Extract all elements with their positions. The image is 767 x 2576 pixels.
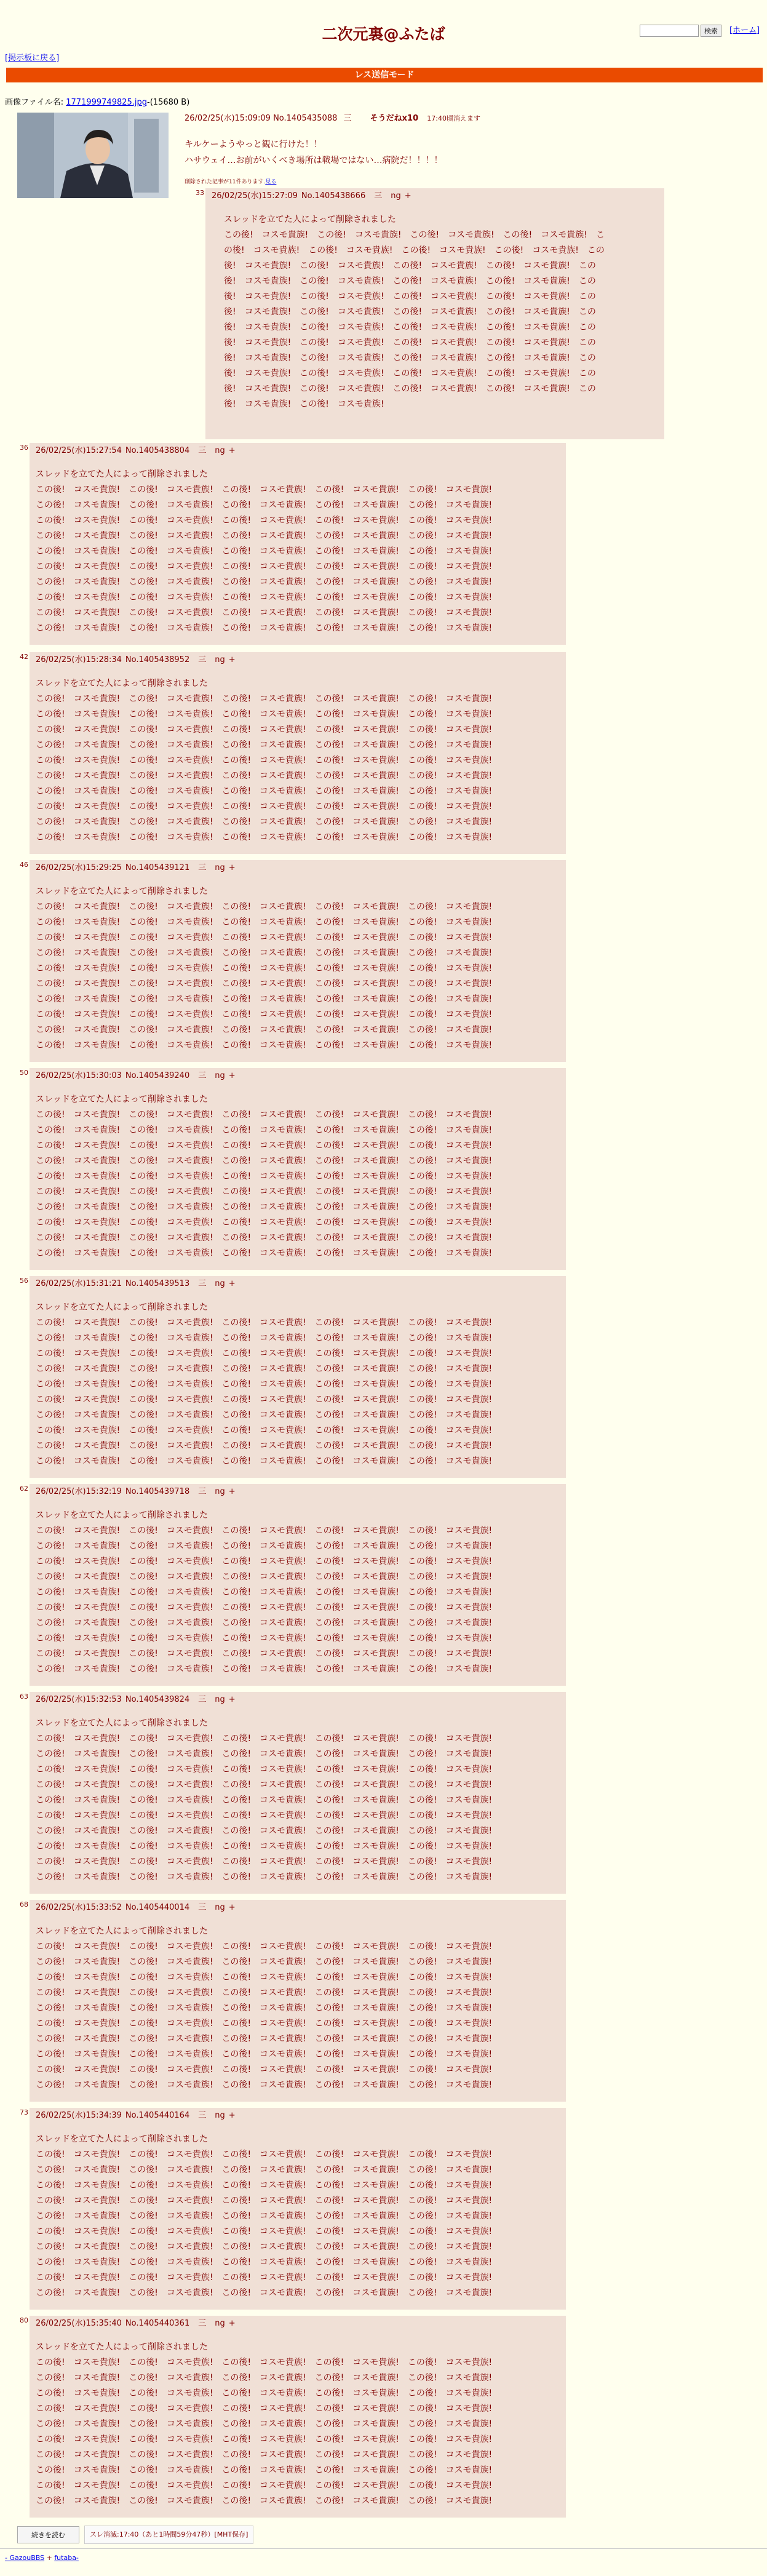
spam-line: この後! コスモ貴族! この後! コスモ貴族! この後! コスモ貴族! この後! コスモ貴族! この後! コスモ貴族!: [36, 2164, 493, 2175]
reply-datetime: 26/02/25(水)15:27:54: [36, 446, 122, 455]
spam-line: この後! コスモ貴族! この後! コスモ貴族! この後! コスモ貴族! この後! コスモ貴族! この後! コスモ貴族!: [36, 1571, 493, 1582]
reply-text: [36, 1924, 560, 2093]
spam-line: この後! コスモ貴族! この後! コスモ貴族! この後! コスモ貴族! この後! コスモ貴族! この後! コスモ貴族!: [36, 2064, 493, 2075]
spam-line: この後! コスモ貴族! この後! コスモ貴族! この後! コスモ貴族! この後! コスモ貴族! この後! コスモ貴族!: [36, 2287, 493, 2298]
spam-line: この後! コスモ貴族! この後! コスモ貴族! この後! コスモ貴族! この後! コスモ貴族! この後! コスモ貴族!: [36, 2480, 493, 2490]
spam-line: この後! コスモ貴族! この後! コスモ貴族! この後! コスモ貴族! この後! コスモ貴族! この後! コスモ貴族!: [36, 1664, 493, 1674]
spam-line: この後! コスモ貴族! この後! コスモ貴族! この後! コスモ貴族! この後! コスモ貴族! この後! コスモ貴族!: [36, 2372, 493, 2383]
spam-line: 後! コスモ貴族! この後! コスモ貴族! この後! コスモ貴族! この後! コスモ貴族! この: [224, 353, 596, 363]
reply-box: [30, 1900, 566, 2102]
reply-text: [36, 1092, 560, 1261]
spam-line: この後! コスモ貴族! この後! コスモ貴族! この後! コスモ貴族! この後! コスモ貴族! この後! コスモ貴族!: [36, 1317, 493, 1328]
reply-header: [36, 1278, 560, 1290]
spam-line: この後! コスモ貴族! この後! コスモ貴族! この後! コスモ貴族! この後! コスモ貴族! この後! コスモ貴族!: [36, 1109, 493, 1120]
reply-text: [36, 1508, 560, 1677]
spam-line: この後! コスモ貴族! この後! コスモ貴族! この後! コスモ貴族! この後! コスモ貴族! この後! コスモ貴族!: [36, 546, 493, 556]
reply-text: [36, 1716, 560, 1885]
spam-line: この後! コスモ貴族! この後! コスモ貴族! この後! コスモ貴族! この後! コスモ貴族! この後! コスモ貴族!: [36, 786, 493, 796]
spam-line: この後! コスモ貴族! この後! コスモ貴族! この後! コスモ貴族! この後! コスモ貴族! この後! コスモ貴族!: [36, 1941, 493, 1952]
spam-line: この後! コスモ貴族! この後! コスモ貴族! この後! コスモ貴族! この後! コスモ貴族! この後! コスモ貴族!: [36, 2033, 493, 2044]
spam-line: この後! コスモ貴族! この後! コスモ貴族! この後! コスモ貴族! この後! コスモ貴族! この後! コスモ貴族!: [36, 2211, 493, 2221]
reply-box: [30, 1068, 566, 1270]
spam-line: この後! コスモ貴族! この後! コスモ貴族! この後! コスモ貴族! この後! コスモ貴族! この後! コスモ貴族!: [36, 2465, 493, 2475]
spam-line: この後! コスモ貴族! この後! コスモ貴族! この後! コスモ貴族! この後! コスモ貴族! この後! コスモ貴族!: [36, 1872, 493, 1882]
reply-index: 63: [20, 1693, 28, 1701]
deleted-count-text: 削除された記事が11件あります.: [185, 179, 266, 185]
reply-box: [30, 1276, 566, 1478]
futaba-link[interactable]: futaba-: [54, 2554, 79, 2562]
reply-text: [36, 676, 560, 845]
reply-index: 33: [196, 189, 204, 197]
file-size: -(15680 B): [147, 98, 190, 107]
spam-line: この後! コスモ貴族! この後! コスモ貴族! この後! コスモ貴族! この後! コスモ貴族! この後! コスモ貴族!: [36, 623, 493, 633]
ng-button[interactable]: ng: [215, 1695, 225, 1704]
plus-button[interactable]: +: [228, 1071, 236, 1080]
op-soudane[interactable]: そうだねx10: [370, 114, 419, 123]
spam-line: この後! コスモ貴族! この後! コスモ貴族! この後! コスモ貴族! この後! コスモ貴族! この後! コスモ貴族!: [36, 1155, 493, 1166]
spam-line: の後! コスモ貴族! この後! コスモ貴族! この後! コスモ貴族! この後! コスモ貴族! この: [224, 245, 605, 255]
spam-line: この後! コスモ貴族! この後! コスモ貴族! この後! コスモ貴族! この後! コスモ貴族! この後! コスモ貴族!: [36, 1617, 493, 1628]
spam-line: この後! コスモ貴族! この後! コスモ貴族! この後! コスモ貴族! この後! コスモ貴族! この後! コスモ貴族!: [36, 1202, 493, 1212]
reply-text: [224, 212, 658, 412]
spam-line: この後! コスモ貴族! この後! コスモ貴族! この後! コスモ貴族! この後! コスモ貴族! こ: [224, 229, 605, 240]
spam-line: この後! コスモ貴族! この後! コスモ貴族! この後! コスモ貴族! この後! コスモ貴族! この後! コスモ貴族!: [36, 693, 493, 704]
reply-text: [36, 2340, 560, 2509]
spam-line: この後! コスモ貴族! この後! コスモ貴族! この後! コスモ貴族! この後! コスモ貴族! この後! コスモ貴族!: [36, 1040, 493, 1050]
spam-line: この後! コスモ貴族! この後! コスモ貴族! この後! コスモ貴族! この後! コスモ貴族! この後! コスモ貴族!: [36, 770, 493, 781]
gazoubbs-link[interactable]: - GazouBBS: [5, 2554, 45, 2562]
spam-line: この後! コスモ貴族! この後! コスモ貴族! この後! コスモ貴族! この後! コスモ貴族! この後! コスモ貴族!: [36, 1248, 493, 1258]
reply-header: [36, 2110, 560, 2122]
reply-index: 42: [20, 653, 28, 661]
reply-header: [212, 191, 658, 202]
spam-line: この後! コスモ貴族! この後! コスモ貴族! この後! コスモ貴族! この後! コスモ貴族! この後! コスモ貴族!: [36, 1602, 493, 1613]
reply-number[interactable]: No.1405439718: [125, 1487, 190, 1496]
spam-line: この後! コスモ貴族! この後! コスモ貴族! この後! コスモ貴族! この後! コスモ貴族! この後! コスモ貴族!: [36, 576, 493, 587]
spam-line: この後! コスモ貴族! この後! コスモ貴族! この後! コスモ貴族! この後! コスモ貴族! この後! コスモ貴族!: [36, 1410, 493, 1420]
search-button[interactable]: 検索: [701, 25, 721, 37]
spam-line: この後! コスモ貴族! この後! コスモ貴族! この後! コスモ貴族! この後! コスモ貴族! この後! コスモ貴族!: [36, 1425, 493, 1435]
spam-line: この後! コスモ貴族! この後! コスモ貴族! この後! コスモ貴族! この後! コスモ貴族! この後! コスモ貴族!: [36, 2272, 493, 2283]
reply-del-button[interactable]: 三: [198, 1279, 207, 1288]
reply-number[interactable]: No.1405438804: [125, 446, 190, 455]
spam-line: この後! コスモ貴族! この後! コスモ貴族! この後! コスモ貴族! この後! コスモ貴族! この後! コスモ貴族!: [36, 1348, 493, 1358]
reply-text: [36, 1300, 560, 1469]
spam-line: この後! コスモ貴族! この後! コスモ貴族! この後! コスモ貴族! この後! コスモ貴族! この後! コスモ貴族!: [36, 2195, 493, 2206]
reply-header: [36, 1694, 560, 1706]
spam-line: 後! コスモ貴族! この後! コスモ貴族! この後! コスモ貴族! この後! コスモ貴族! この: [224, 276, 596, 286]
reply-datetime: 26/02/25(水)15:30:03: [36, 1071, 122, 1080]
reply-index: 80: [20, 2316, 28, 2324]
reply-box: [30, 2316, 566, 2518]
spam-line: この後! コスモ貴族! この後! コスモ貴族! この後! コスモ貴族! この後! コスモ貴族! この後! コスモ貴族!: [36, 1556, 493, 1566]
spam-line: この後! コスモ貴族! この後! コスモ貴族! この後! コスモ貴族! この後! コスモ貴族! この後! コスモ貴族!: [36, 1363, 493, 1374]
spam-line: 後! コスモ貴族! この後! コスモ貴族! この後! コスモ貴族! この後! コスモ貴族! この: [224, 383, 596, 394]
reply-text: [36, 884, 560, 1053]
reply-box: [205, 188, 664, 439]
op-header: [185, 113, 480, 125]
plus-button[interactable]: +: [228, 863, 236, 872]
deleted-notice: スレッドを立てた人によって削除されました: [36, 678, 208, 688]
ng-button[interactable]: ng: [215, 2111, 225, 2120]
ng-button[interactable]: ng: [215, 1279, 225, 1288]
deleted-notice: スレッドを立てた人によって削除されました: [36, 1302, 208, 1312]
reply-number[interactable]: No.1405439824: [125, 1695, 190, 1704]
reply-number[interactable]: No.1405440361: [125, 2319, 190, 2328]
spam-line: この後! コスモ貴族! この後! コスモ貴族! この後! コスモ貴族! この後! コスモ貴族! この後! コスモ貴族!: [36, 1841, 493, 1851]
file-label: 画像ファイル名:: [5, 98, 64, 107]
thread-status: スレ消滅:17:40（あと1時間59分47秒）[MHT保存]: [84, 2526, 253, 2544]
spam-line: この後! コスモ貴族! この後! コスモ貴族! この後! コスモ貴族! この後! コスモ貴族! この後! コスモ貴族!: [36, 1186, 493, 1197]
ng-button[interactable]: ng: [215, 1071, 225, 1080]
spam-line: この後! コスモ貴族! この後! コスモ貴族! この後! コスモ貴族! この後! コスモ貴族! この後! コスモ貴族!: [36, 1333, 493, 1343]
reply-header: [36, 445, 560, 457]
spam-line: この後! コスモ貴族! この後! コスモ貴族! この後! コスモ貴族! この後! コスモ貴族! この後! コスモ貴族!: [36, 816, 493, 827]
reply-del-button[interactable]: 三: [198, 1071, 207, 1080]
reply-index: 36: [20, 444, 28, 452]
reply-number[interactable]: No.1405439121: [125, 863, 190, 872]
spam-line: この後! コスモ貴族! この後! コスモ貴族! この後! コスモ貴族! この後! コスモ貴族! この後! コスモ貴族!: [36, 740, 493, 750]
op-number[interactable]: No.1405435088: [273, 114, 338, 123]
spam-line: この後! コスモ貴族! この後! コスモ貴族! この後! コスモ貴族! この後! コスモ貴族! この後! コスモ貴族!: [36, 832, 493, 842]
ng-button[interactable]: ng: [215, 655, 225, 664]
spam-line: この後! コスモ貴族! この後! コスモ貴族! この後! コスモ貴族! この後! コスモ貴族! この後! コスモ貴族!: [36, 484, 493, 495]
reply-del-button[interactable]: 三: [198, 1903, 207, 1912]
spam-line: この後! コスモ貴族! この後! コスモ貴族! この後! コスモ貴族! この後! コスモ貴族! この後! コスモ貴族!: [36, 1379, 493, 1389]
reply-del-button[interactable]: 三: [198, 863, 207, 872]
spam-line: この後! コスモ貴族! この後! コスモ貴族! この後! コスモ貴族! この後! コスモ貴族! この後! コスモ貴族!: [36, 1795, 493, 1805]
thread-image[interactable]: [17, 113, 169, 198]
back-to-board-link[interactable]: [掲示板に戻る]: [5, 54, 60, 63]
op-expire: 17:40頃消えます: [427, 114, 480, 122]
op-body: [185, 137, 442, 169]
spam-line: この後! コスモ貴族! この後! コスモ貴族! この後! コスモ貴族! この後! コスモ貴族! この後! コスモ貴族!: [36, 592, 493, 602]
spam-line: この後! コスモ貴族! この後! コスモ貴族! この後! コスモ貴族! この後! コスモ貴族! この後! コスモ貴族!: [36, 2241, 493, 2252]
spam-line: この後! コスモ貴族! この後! コスモ貴族! この後! コスモ貴族! この後! コスモ貴族! この後! コスモ貴族!: [36, 1440, 493, 1451]
deleted-notice: スレッドを立てた人によって削除されました: [36, 1094, 208, 1104]
reply-datetime: 26/02/25(水)15:32:53: [36, 1695, 122, 1704]
footer-bar: [17, 2526, 253, 2544]
spam-line: この後! コスモ貴族! この後! コスモ貴族! この後! コスモ貴族! この後! コスモ貴族! この後! コスモ貴族!: [36, 1956, 493, 1967]
reply-datetime: 26/02/25(水)15:35:40: [36, 2319, 122, 2328]
spam-line: この後! コスモ貴族! この後! コスモ貴族! この後! コスモ貴族! この後! コスモ貴族! この後! コスモ貴族!: [36, 963, 493, 973]
spam-line: 後! コスモ貴族! この後! コスモ貴族! この後! コスモ貴族! この後! コスモ貴族! この: [224, 260, 596, 271]
deleted-notice: スレッドを立てた人によって削除されました: [36, 1926, 208, 1936]
plus-button[interactable]: +: [228, 2111, 236, 2120]
ng-button[interactable]: ng: [391, 191, 401, 201]
spam-line: この後! コスモ貴族! この後! コスモ貴族! この後! コスモ貴族! この後! コスモ貴族! この後! コスモ貴族!: [36, 2357, 493, 2367]
file-link[interactable]: 1771999749825.jpg: [66, 98, 148, 107]
bottom-links: [5, 2553, 79, 2563]
spam-line: この後! コスモ貴族! この後! コスモ貴族! この後! コスモ貴族! この後! コスモ貴族! この後! コスモ貴族!: [36, 901, 493, 912]
spam-line: この後! コスモ貴族! この後! コスモ貴族! この後! コスモ貴族! この後! コスモ貴族! この後! コスモ貴族!: [36, 1394, 493, 1405]
reply-header: [36, 1071, 560, 1082]
deleted-notice: スレッドを立てた人によって削除されました: [36, 886, 208, 896]
spam-line: この後! コスモ貴族! この後! コスモ貴族! この後! コスモ貴族! この後! コスモ貴族! この後! コスモ貴族!: [36, 1810, 493, 1820]
reply-del-button[interactable]: 三: [198, 1487, 207, 1496]
reply-number[interactable]: No.1405439513: [125, 1279, 190, 1288]
reply-index: 68: [20, 1900, 28, 1908]
load-more-button[interactable]: 続きを読む: [17, 2526, 79, 2543]
op-del-button[interactable]: 三: [343, 114, 352, 123]
spam-line: 後! コスモ貴族! この後! コスモ貴族! この後! コスモ貴族! この後! コスモ貴族! この: [224, 337, 596, 348]
deleted-notice: スレッドを立てた人によって削除されました: [224, 214, 396, 225]
reply-index: 73: [20, 2108, 28, 2116]
spam-line: この後! コスモ貴族! この後! コスモ貴族! この後! コスモ貴族! この後! コスモ貴族! この後! コスモ貴族!: [36, 1525, 493, 1536]
spam-line: この後! コスモ貴族! この後! コスモ貴族! この後! コスモ貴族! この後! コスモ貴族! この後! コスモ貴族!: [36, 1587, 493, 1597]
ng-button[interactable]: ng: [215, 1903, 225, 1912]
op-line: キルケーようやっと観に行けた！！: [185, 140, 322, 150]
spam-line: この後! コスモ貴族! この後! コスモ貴族! この後! コスモ貴族! この後! コスモ貴族! この後! コスモ貴族!: [36, 1972, 493, 1982]
plus-button[interactable]: +: [404, 191, 411, 201]
op-line: ハサウェイ…お前がいくべき場所は戦場ではない…病院だ！！！！: [185, 156, 443, 165]
deleted-notice: スレッドを立てた人によって削除されました: [36, 2342, 208, 2352]
reply-text: [36, 2132, 560, 2301]
link-separator: +: [44, 2554, 55, 2562]
spam-line: この後! コスモ貴族! この後! コスモ貴族! この後! コスモ貴族! この後! コスモ貴族! この後! コスモ貴族!: [36, 2403, 493, 2414]
reply-header: [36, 863, 560, 874]
reply-number[interactable]: No.1405438666: [301, 191, 366, 201]
plus-button[interactable]: +: [228, 2319, 236, 2328]
reply-datetime: 26/02/25(水)15:34:39: [36, 2111, 122, 2120]
spam-line: この後! コスモ貴族! この後! コスモ貴族! この後! コスモ貴族! この後! コスモ貴族! この後! コスモ貴族!: [36, 1749, 493, 1759]
spam-line: この後! コスモ貴族! この後! コスモ貴族! この後! コスモ貴族! この後! コスモ貴族! この後! コスモ貴族!: [36, 1733, 493, 1744]
reply-box: [30, 1484, 566, 1686]
op-datetime: 26/02/25(水)15:09:09: [185, 114, 271, 123]
spam-line: この後! コスモ貴族! この後! コスモ貴族! この後! コスモ貴族! この後! コスモ貴族! この後! コスモ貴族!: [36, 607, 493, 618]
spam-line: この後! コスモ貴族! この後! コスモ貴族! この後! コスモ貴族! この後! コスモ貴族! この後! コスモ貴族!: [36, 1764, 493, 1774]
spam-line: この後! コスモ貴族! この後! コスモ貴族! この後! コスモ貴族! この後! コスモ貴族! この後! コスモ貴族!: [36, 947, 493, 958]
reply-datetime: 26/02/25(水)15:27:09: [212, 191, 298, 201]
reply-header: [36, 1486, 560, 1498]
spam-line: この後! コスモ貴族! この後! コスモ貴族! この後! コスモ貴族! この後! コスモ貴族! この後! コスモ貴族!: [36, 2080, 493, 2090]
reply-box: [30, 1692, 566, 1894]
spam-line: この後! コスモ貴族! この後! コスモ貴族! この後! コスモ貴族! この後! コスモ貴族! この後! コスモ貴族!: [36, 994, 493, 1004]
spam-line: この後! コスモ貴族! この後! コスモ貴族! この後! コスモ貴族! この後! コスモ貴族! この後! コスモ貴族!: [36, 2003, 493, 2013]
spam-line: この後! コスモ貴族! この後! コスモ貴族! この後! コスモ貴族! この後! コスモ貴族! この後! コスモ貴族!: [36, 709, 493, 719]
spam-line: この後! コスモ貴族! この後! コスモ貴族! この後! コスモ貴族! この後! コスモ貴族! この後! コスモ貴族!: [36, 1140, 493, 1150]
spam-line: この後! コスモ貴族! この後! コスモ貴族! この後! コスモ貴族! この後! コスモ貴族! この後! コスモ貴族!: [36, 2388, 493, 2398]
reply-number[interactable]: No.1405439240: [125, 1071, 190, 1080]
plus-button[interactable]: +: [228, 655, 236, 664]
reply-del-button[interactable]: 三: [198, 2319, 207, 2328]
deleted-notice: スレッドを立てた人によって削除されました: [36, 469, 208, 479]
reply-box: [30, 860, 566, 1062]
reply-del-button[interactable]: 三: [198, 2111, 207, 2120]
spam-line: この後! コスモ貴族! この後! コスモ貴族! この後! コスモ貴族! この後! コスモ貴族! この後! コスモ貴族!: [36, 1217, 493, 1227]
plus-button[interactable]: +: [228, 446, 236, 455]
reply-box: [30, 2108, 566, 2310]
spam-line: この後! コスモ貴族! この後! コスモ貴族! この後! コスモ貴族! この後! コスモ貴族! この後! コスモ貴族!: [36, 1825, 493, 1836]
spam-line: この後! コスモ貴族! この後! コスモ貴族! この後! コスモ貴族! この後! コスモ貴族! この後! コスモ貴族!: [36, 530, 493, 541]
spam-line: この後! コスモ貴族! この後! コスモ貴族! この後! コスモ貴族! この後! コスモ貴族! この後! コスモ貴族!: [36, 1856, 493, 1867]
reply-index: 50: [20, 1069, 28, 1077]
deleted-count-note: [185, 178, 276, 186]
show-deleted-link[interactable]: 見る: [265, 179, 277, 185]
spam-line: この後! コスモ貴族! この後! コスモ貴族! この後! コスモ貴族! この後! コスモ貴族! この後! コスモ貴族!: [36, 755, 493, 765]
spam-line: この後! コスモ貴族! この後! コスモ貴族! この後! コスモ貴族! この後! コスモ貴族! この後! コスモ貴族!: [36, 1125, 493, 1135]
reply-mode-bar: レス送信モード: [6, 68, 763, 82]
anime-character-image: [17, 113, 169, 198]
reply-datetime: 26/02/25(水)15:31:21: [36, 1279, 122, 1288]
spam-line: この後! コスモ貴族! この後! コスモ貴族! この後! コスモ貴族! この後! コスモ貴族! この後! コスモ貴族!: [36, 2418, 493, 2429]
reply-header: [36, 655, 560, 666]
spam-line: この後! コスモ貴族! この後! コスモ貴族! この後! コスモ貴族! この後! コスモ貴族! この後! コスモ貴族!: [36, 1456, 493, 1466]
top-search: [640, 25, 760, 37]
file-info: [5, 97, 189, 109]
spam-line: この後! コスモ貴族! この後! コスモ貴族! この後! コスモ貴族! この後! コスモ貴族! この後! コスモ貴族!: [36, 978, 493, 989]
spam-line: この後! コスモ貴族! この後! コスモ貴族! この後! コスモ貴族! この後! コスモ貴族! この後! コスモ貴族!: [36, 2149, 493, 2159]
reply-del-button[interactable]: 三: [198, 446, 207, 455]
spam-line: この後! コスモ貴族! この後! コスモ貴族! この後! コスモ貴族! この後! コスモ貴族! この後! コスモ貴族!: [36, 515, 493, 525]
reply-header: [36, 1902, 560, 1914]
plus-button[interactable]: +: [228, 1695, 236, 1704]
spam-line: この後! コスモ貴族! この後! コスモ貴族! この後! コスモ貴族! この後! コスモ貴族! この後! コスモ貴族!: [36, 2449, 493, 2460]
reply-datetime: 26/02/25(水)15:32:19: [36, 1487, 122, 1496]
spam-line: この後! コスモ貴族! この後! コスモ貴族! この後! コスモ貴族! この後! コスモ貴族! この後! コスモ貴族!: [36, 2495, 493, 2506]
ng-button[interactable]: ng: [215, 446, 225, 455]
reply-datetime: 26/02/25(水)15:28:34: [36, 655, 122, 664]
plus-button[interactable]: +: [228, 1487, 236, 1496]
reply-del-button[interactable]: 三: [198, 655, 207, 664]
reply-box: [30, 443, 566, 645]
ng-button[interactable]: ng: [215, 2319, 225, 2328]
spam-line: この後! コスモ貴族! この後! コスモ貴族! この後! コスモ貴族! この後! コスモ貴族! この後! コスモ貴族!: [36, 932, 493, 943]
spam-line: この後! コスモ貴族! この後! コスモ貴族! この後! コスモ貴族! この後! コスモ貴族! この後! コスモ貴族!: [36, 2226, 493, 2236]
search-input[interactable]: [640, 25, 699, 37]
spam-line: この後! コスモ貴族! この後! コスモ貴族! この後! コスモ貴族! この後! コスモ貴族! この後! コスモ貴族!: [36, 500, 493, 510]
reply-datetime: 26/02/25(水)15:33:52: [36, 1903, 122, 1912]
reply-number[interactable]: No.1405440014: [125, 1903, 190, 1912]
deleted-notice: スレッドを立てた人によって削除されました: [36, 2134, 208, 2144]
reply-text: [36, 467, 560, 636]
spam-line: この後! コスモ貴族! この後! コスモ貴族! この後! コスモ貴族! この後! コスモ貴族! この後! コスモ貴族!: [36, 1541, 493, 1551]
spam-line: この後! コスモ貴族! この後! コスモ貴族! この後! コスモ貴族! この後! コスモ貴族! この後! コスモ貴族!: [36, 724, 493, 735]
spam-line: この後! コスモ貴族! この後! コスモ貴族! この後! コスモ貴族! この後! コスモ貴族! この後! コスモ貴族!: [36, 2180, 493, 2190]
spam-line: この後! コスモ貴族! この後! コスモ貴族! この後! コスモ貴族! この後! コスモ貴族! この後! コスモ貴族!: [36, 1171, 493, 1181]
reply-del-button[interactable]: 三: [198, 1695, 207, 1704]
spam-line: この後! コスモ貴族! この後! コスモ貴族! この後! コスモ貴族! この後! コスモ貴族! この後! コスモ貴族!: [36, 1024, 493, 1035]
spam-line: この後! コスモ貴族! この後! コスモ貴族! この後! コスモ貴族! この後! コスモ貴族! この後! コスモ貴族!: [36, 2049, 493, 2059]
ng-button[interactable]: ng: [215, 1487, 225, 1496]
spam-line: この後! コスモ貴族! この後! コスモ貴族! この後! コスモ貴族! この後! コスモ貴族! この後! コスモ貴族!: [36, 1987, 493, 1998]
deleted-notice: スレッドを立てた人によって削除されました: [36, 1510, 208, 1520]
spam-line: この後! コスモ貴族! この後! コスモ貴族! この後! コスモ貴族! この後! コスモ貴族! この後! コスモ貴族!: [36, 1633, 493, 1643]
spam-line: この後! コスモ貴族! この後! コスモ貴族! この後! コスモ貴族! この後! コスモ貴族! この後! コスモ貴族!: [36, 1009, 493, 1019]
home-link[interactable]: [ホーム]: [729, 25, 760, 35]
spam-line: この後! コスモ貴族! この後! コスモ貴族! この後! コスモ貴族! この後! コスモ貴族! この後! コスモ貴族!: [36, 1779, 493, 1790]
reply-index: 56: [20, 1277, 28, 1285]
plus-button[interactable]: +: [228, 1279, 236, 1288]
spam-line: 後! コスモ貴族! この後! コスモ貴族! この後! コスモ貴族! この後! コスモ貴族! この: [224, 306, 596, 317]
reply-box: [30, 652, 566, 854]
spam-line: この後! コスモ貴族! この後! コスモ貴族! この後! コスモ貴族! この後! コスモ貴族! この後! コスモ貴族!: [36, 2257, 493, 2267]
spam-line: この後! コスモ貴族! この後! コスモ貴族! この後! コスモ貴族! この後! コスモ貴族! この後! コスモ貴族!: [36, 2434, 493, 2444]
footer-divider: [0, 2548, 767, 2549]
spam-line: この後! コスモ貴族! この後! コスモ貴族! この後! コスモ貴族! この後! コスモ貴族! この後! コスモ貴族!: [36, 917, 493, 927]
deleted-notice: スレッドを立てた人によって削除されました: [36, 1718, 208, 1728]
reply-del-button[interactable]: 三: [374, 191, 383, 201]
reply-number[interactable]: No.1405438952: [125, 655, 190, 664]
spam-line: 後! コスモ貴族! この後! コスモ貴族! この後! コスモ貴族! この後! コスモ貴族! この: [224, 322, 596, 332]
reply-index: 62: [20, 1485, 28, 1493]
spam-line: 後! コスモ貴族! この後! コスモ貴族! この後! コスモ貴族! この後! コスモ貴族! この: [224, 291, 596, 301]
spam-line: この後! コスモ貴族! この後! コスモ貴族! この後! コスモ貴族! この後! コスモ貴族! この後! コスモ貴族!: [36, 561, 493, 572]
spam-line: この後! コスモ貴族! この後! コスモ貴族! この後! コスモ貴族! この後! コスモ貴族! この後! コスモ貴族!: [36, 801, 493, 811]
plus-button[interactable]: +: [228, 1903, 236, 1912]
reply-index: 46: [20, 861, 28, 869]
spam-line: この後! コスモ貴族! この後! コスモ貴族! この後! コスモ貴族! この後! コスモ貴族! この後! コスモ貴族!: [36, 1648, 493, 1659]
ng-button[interactable]: ng: [215, 863, 225, 872]
spam-line: この後! コスモ貴族! この後! コスモ貴族! この後! コスモ貴族! この後! コスモ貴族! この後! コスモ貴族!: [36, 2018, 493, 2028]
spam-line: 後! コスモ貴族! この後! コスモ貴族! この後! コスモ貴族! この後! コスモ貴族! この: [224, 368, 596, 378]
spam-line: 後! コスモ貴族! この後! コスモ貴族!: [224, 399, 384, 409]
reply-datetime: 26/02/25(水)15:29:25: [36, 863, 122, 872]
reply-number[interactable]: No.1405440164: [125, 2111, 190, 2120]
site-title: 二次元裏@ふたば: [322, 25, 445, 43]
spam-line: この後! コスモ貴族! この後! コスモ貴族! この後! コスモ貴族! この後! コスモ貴族! この後! コスモ貴族!: [36, 1232, 493, 1243]
reply-header: [36, 2318, 560, 2330]
